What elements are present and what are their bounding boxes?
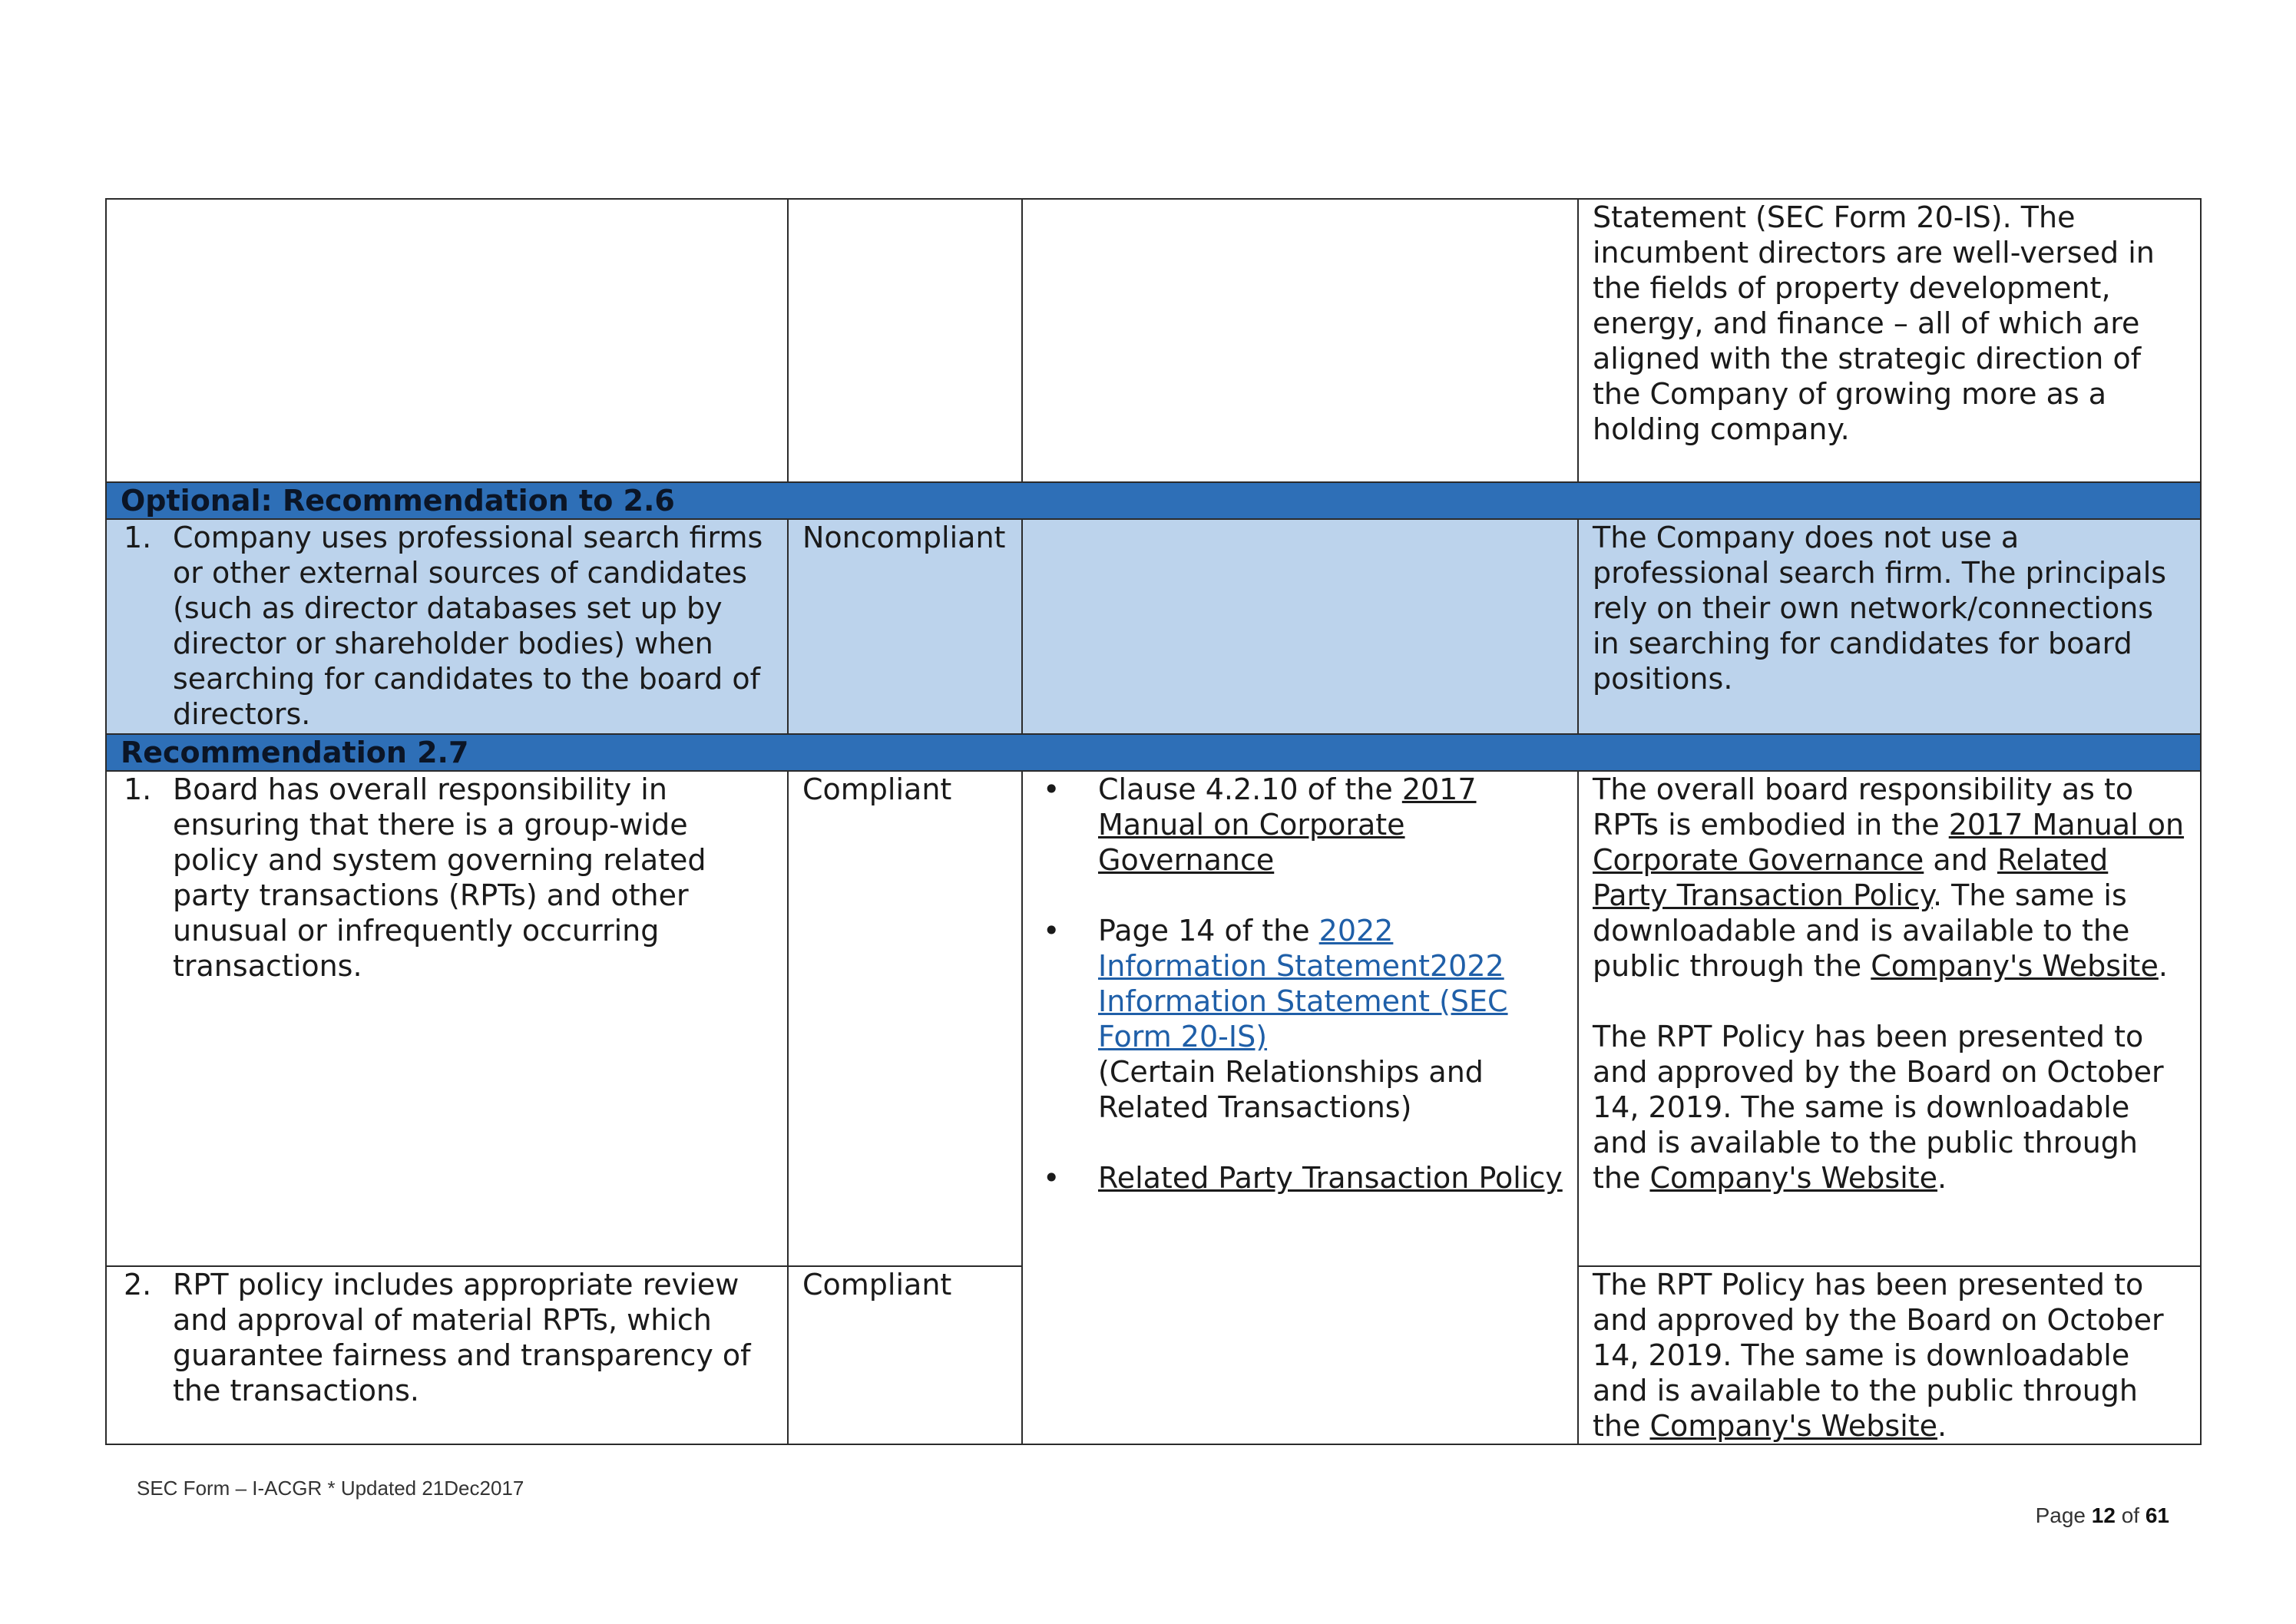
reference-list (1037, 772, 1563, 1196)
company-website-link[interactable]: Company's Website (1649, 1161, 1938, 1195)
page-word: Page (2035, 1503, 2086, 1527)
explanation-text: . The same is downloadable and is available to the public through the (1593, 878, 2130, 983)
manual-link[interactable]: 2017 Manual on Corporate Governance (1593, 808, 2185, 877)
status-text: Compliant (802, 772, 952, 806)
item-text: RPT policy includes appropriate review and approval of material RPTs, which guarantee fairness and transparency of the transactions. (173, 1268, 751, 1407)
explanation-text: . (1937, 1161, 1947, 1195)
acgr-table (105, 198, 2202, 1445)
page-number (2036, 1503, 2169, 1528)
current-page: 12 (2091, 1503, 2116, 1527)
section-header-row (106, 734, 2201, 771)
bullet-icon: • (1043, 914, 1060, 948)
bullet-icon: • (1043, 772, 1060, 806)
form-footer-label: SEC Form – I-ACGR * Updated 21Dec2017 (137, 1477, 524, 1500)
explanation-text: and (1924, 843, 1997, 877)
item-number: 2. (124, 1268, 152, 1302)
explanation-paragraph (1593, 772, 2186, 984)
total-pages: 61 (2145, 1503, 2169, 1527)
information-statement-link[interactable]: 2022 Information Statement2022 Information Statement (SEC Form 20-IS) (1098, 914, 1508, 1053)
of-word: of (2121, 1503, 2140, 1527)
explanation-text: The RPT Policy has been presented to and approved by the Board on October 14, 2019. The same is downloadable and is available to the public through the (1593, 1020, 2164, 1195)
explanation-text: . (2158, 949, 2168, 983)
company-website-link[interactable]: Company's Website (1871, 949, 2159, 983)
item-number: 1. (124, 772, 152, 806)
cell-status (788, 519, 1022, 734)
company-website-link[interactable]: Company's Website (1649, 1409, 1938, 1443)
cell-explanation (1578, 1266, 2201, 1444)
explanation-text: The overall board responsibility as to RPTs is embodied in the (1593, 772, 2134, 842)
explanation-text: . (1937, 1409, 1947, 1443)
cell-recommendation (106, 519, 788, 734)
cell-explanation (1578, 771, 2201, 1266)
section-header-2-7: Recommendation 2.7 (106, 734, 2201, 771)
rpt-policy-link[interactable]: Related Party Transaction Policy (1098, 1161, 1563, 1195)
cell-status (788, 771, 1022, 1266)
section-header-2-6: Optional: Recommendation to 2.6 (106, 482, 2201, 519)
reference-item (1037, 1160, 1563, 1196)
status-text: Noncompliant (802, 521, 1006, 554)
reference-prefix: Clause 4.2.10 of the (1098, 772, 1402, 806)
manual-link[interactable]: 2017 Manual on Corporate Governance (1098, 772, 1477, 877)
cell-references (1022, 771, 1578, 1444)
cell-recommendation (106, 199, 788, 482)
cell-explanation (1578, 519, 2201, 734)
cell-references (1022, 519, 1578, 734)
rpt-policy-link[interactable]: Related Party Transaction Policy (1593, 843, 2109, 912)
item-text: Company uses professional search firms or other external sources of candidates (such as director databases set up by director or shareholder bodies) when searching for candidates to the board of directors. (173, 521, 763, 731)
table-row-continuation (106, 199, 2201, 482)
reference-item (1037, 913, 1563, 1125)
status-text: Compliant (802, 1268, 952, 1302)
explanation-text: The RPT Policy has been presented to and approved by the Board on October 14, 2019. The same is downloadable and is available to the public through the (1593, 1268, 2164, 1443)
cell-references (1022, 199, 1578, 482)
table-row-2-6-1 (106, 519, 2201, 734)
bullet-icon: • (1043, 1161, 1060, 1195)
table-row-2-7-1 (106, 771, 2201, 1266)
item-number: 1. (124, 521, 152, 554)
cell-status (788, 1266, 1022, 1444)
reference-prefix: Page 14 of the (1098, 914, 1319, 948)
reference-item (1037, 772, 1563, 878)
cell-recommendation (106, 771, 788, 1266)
explanation-text: Statement (SEC Form 20-IS). The incumbent directors are well-versed in the fields of property development, energy, and finance – all of which are aligned with the strategic direction of the Company of growing more as a holding company. (1593, 200, 2155, 446)
explanation-paragraph (1593, 1019, 2186, 1196)
explanation-text: The Company does not use a professional search firm. The principals rely on their own network/connections in searching for candidates for board positions. (1593, 521, 2167, 696)
cell-status (788, 199, 1022, 482)
section-header-row (106, 482, 2201, 519)
reference-suffix: (Certain Relationships and Related Transactions) (1098, 1055, 1484, 1124)
cell-recommendation (106, 1266, 788, 1444)
item-text: Board has overall responsibility in ensuring that there is a group-wide policy and system governing related party transactions (RPTs) and other unusual or infrequently occurring transactions. (173, 772, 706, 983)
cell-explanation (1578, 199, 2201, 482)
